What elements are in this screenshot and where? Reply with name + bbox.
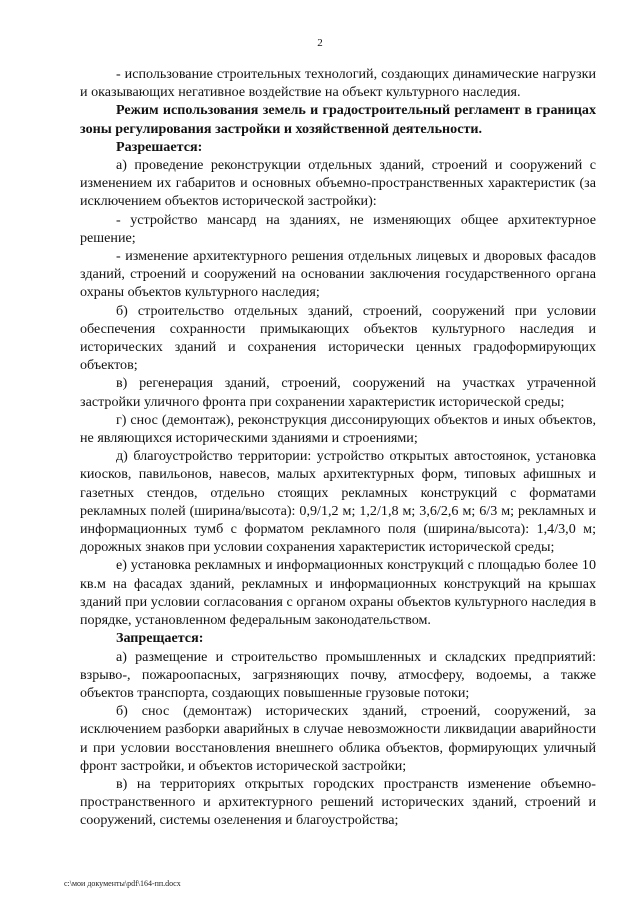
page-number: 2 bbox=[317, 37, 323, 49]
paragraph-allowed-e: е) установка рекламных и информационных конструкций с площадью более 10 кв.м на фасадах зданий, рекламных и информационных конструкций на крышах зданий при условии согласования с органом охраны объектов культурного наследия в порядке, установленном федеральным законодательством. bbox=[80, 557, 596, 629]
paragraph-allowed-a-mansard: - устройство мансард на зданиях, не изменяющих общее архитектурное решение; bbox=[80, 211, 596, 246]
paragraph-allowed-d: д) благоустройство территории: устройство открытых автостоянок, установка киосков, павильонов, навесов, малых архитектурных форм, типовых афишных и газетных стендов, отдельно стоящих рекламных конструкций с форматами рекламных полей (ширина/высота): 0,9/1,2 м; 1,2/1,8 м; 3,6/2,6 м; 6/3 м; рекламных и информационных тумб с форматом рекламного поля (ширина/высота): 1,4/3,0 м; дорожных знаков при условии сохранения характеристик исторической среды; bbox=[80, 448, 596, 556]
paragraph-prohibited-b: б) снос (демонтаж) исторических зданий, строений, сооружений, за исключением разборки аварийных в случае невозможности ликвидации аварийности и при условии восстановления внешнего облика объектов, формирующих уличный фронт застройки, и объектов исторической застройки; bbox=[80, 703, 596, 774]
paragraph-allowed-v: в) регенерация зданий, строений, сооружений на участках утраченной застройки уличного фронта при сохранении характеристик исторической среды; bbox=[80, 375, 596, 410]
paragraph-prohibited-v: в) на территориях открытых городских пространств изменение объемно-пространственного и архитектурного решений исторических зданий, строений и сооружений, системы озеленения и благоустройства; bbox=[80, 775, 596, 829]
paragraph-construction-technologies: - использование строительных технологий, создающих динамические нагрузки и оказывающих негативное воздействие на объект культурного наследия. bbox=[80, 66, 596, 101]
paragraph-allowed-b: б) строительство отдельных зданий, строений, сооружений при условии обеспечения сохранности примыкающих объектов культурного наследия и исторических зданий и сохранения исторически ценных градоформирующих объектов; bbox=[80, 302, 596, 374]
paragraph-allowed-a: а) проведение реконструкции отдельных зданий, строений и сооружений с изменением их габаритов и основных объемно-пространственных характеристик (за исключением объектов исторической застройки): bbox=[80, 157, 596, 210]
section-heading: Режим использования земель и градостроительный регламент в границах зоны регулирования застройки и хозяйственной деятельности. bbox=[80, 102, 596, 137]
paragraph-prohibited-a: а) размещение и строительство промышленных и складских предприятий: взрыво-, пожароопасных, загрязняющих почву, атмосферу, водоемы, а также объектов транспорта, создающих повышенные грузовые потоки; bbox=[80, 648, 596, 701]
allowed-heading: Разрешается: bbox=[116, 138, 203, 155]
prohibited-heading: Запрещается: bbox=[116, 630, 204, 647]
paragraph-allowed-g: г) снос (демонтаж), реконструкция диссонирующих объектов и иных объектов, не являющихся историческими зданиями и строениями; bbox=[80, 411, 596, 447]
paragraph-allowed-a-facades: - изменение архитектурного решения отдельных лицевых и дворовых фасадов зданий, строений и сооружений на основании заключения государственного органа охраны объектов культурного наследия; bbox=[80, 248, 596, 301]
document-body bbox=[80, 65, 596, 830]
footer-file-path: c:\мои документы\pdf\164-пп.docx bbox=[64, 879, 181, 888]
